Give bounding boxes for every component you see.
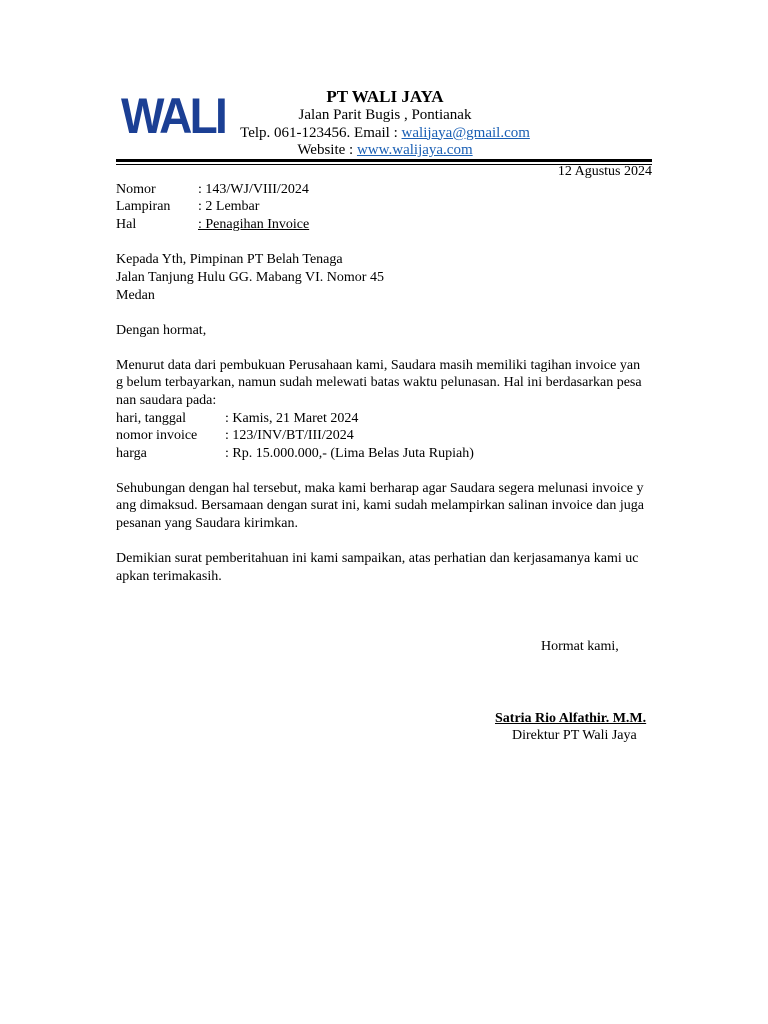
detail-value-invoice: : 123/INV/BT/III/2024	[225, 428, 354, 443]
company-website	[230, 142, 540, 160]
website-link[interactable]: www.walijaya.com	[356, 142, 473, 158]
recipient-line-2: Jalan Tanjung Hulu GG. Mabang VI. Nomor 45	[116, 270, 384, 285]
detail-label-invoice: nomor invoice	[116, 428, 198, 443]
meta-value-hal: : Penagihan Invoice	[198, 217, 310, 232]
meta-label-nomor: Nomor	[116, 182, 156, 197]
recipient-line-3: Medan	[116, 288, 155, 303]
meta-value-lampiran: : 2 Lembar	[198, 199, 260, 214]
paragraph2-line-2: ang dimaksud. Bersamaan dengan surat ini, kami sudah melampirkan salinan invoice dan juga	[116, 498, 644, 513]
company-address: Jalan Parit Bugis , Pontianak	[298, 107, 472, 123]
letterhead	[230, 87, 540, 160]
letter-date: 12 Agustus 2024	[557, 164, 652, 179]
paragraph1-line-1: Menurut data dari pembukuan Perusahaan kami, Saudara masih memiliki tagihan invoice yan	[116, 358, 641, 373]
company-logo	[121, 86, 225, 136]
email-link[interactable]: walijaya@gmail.com	[401, 124, 530, 141]
header-divider-thick	[116, 159, 652, 162]
meta-value-nomor: : 143/WJ/VIII/2024	[198, 182, 309, 197]
detail-value-date: : Kamis, 21 Maret 2024	[225, 411, 359, 426]
recipient-line-1: Kepada Yth, Pimpinan PT Belah Tenaga	[116, 252, 343, 267]
paragraph2-line-1: Sehubungan dengan hal tersebut, maka kami berharap agar Saudara segera melunasi invoice y	[116, 481, 644, 496]
paragraph1-line-2: g belum terbayarkan, namun sudah melewati batas waktu pelunasan. Hal ini berdasarkan pesa	[116, 375, 642, 390]
meta-label-lampiran: Lampiran	[116, 199, 171, 214]
meta-label-hal: Hal	[116, 217, 137, 232]
greeting: Dengan hormat,	[116, 323, 207, 338]
phone-label: Telp. 061-123456. Email :	[240, 124, 402, 141]
company-name: PT WALI JAYA	[326, 87, 444, 106]
wali-logo-image	[121, 86, 225, 136]
paragraph3-line-1: Demikian surat pemberitahuan ini kami sampaikan, atas perhatian dan kerjasamanya kami uc	[116, 551, 639, 566]
detail-value-price: : Rp. 15.000.000,- (Lima Belas Juta Rupiah)	[225, 446, 474, 461]
company-contact	[230, 125, 540, 143]
detail-label-price: harga	[116, 446, 147, 461]
detail-label-date: hari, tanggal	[116, 411, 186, 426]
signer-name: Satria Rio Alfathir. M.M.	[495, 711, 647, 726]
logo-text: WALI	[121, 88, 225, 136]
closing: Hormat kami,	[541, 639, 619, 654]
signer-title: Direktur PT Wali Jaya	[512, 728, 637, 743]
paragraph1-line-3: nan saudara pada:	[116, 393, 217, 408]
paragraph2-line-3: pesanan yang Saudara kirimkan.	[116, 516, 298, 531]
paragraph3-line-2: apkan terimakasih.	[116, 569, 222, 584]
website-label: Website :	[297, 142, 357, 158]
